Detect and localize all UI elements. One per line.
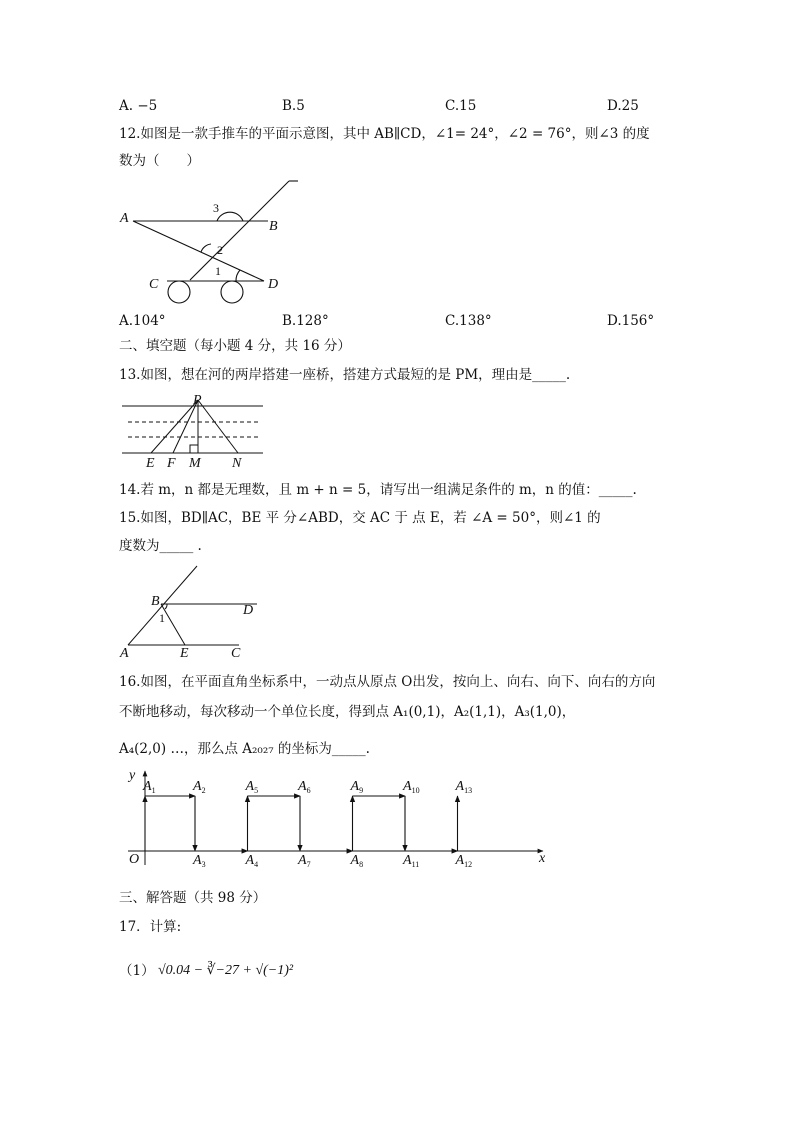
q16-point-label-a11: $A_{11}$ xyxy=(403,853,420,869)
q16-point-label-a5: $A_5$ xyxy=(245,779,259,795)
q16-point-label-a3: $A_3$ xyxy=(193,853,206,869)
q15-stem-line2: 度数为_____ . xyxy=(119,538,202,554)
q15-stem-line1: 15.如图，BD∥AC，BE 平 分∠ABD，交 AC 于 点 E，若 ∠A = 50°，则∠1 的 xyxy=(119,510,601,526)
q16-point-label-a13: $A_{13}$ xyxy=(455,779,473,795)
q15-label-b: B xyxy=(151,594,160,609)
q16-point-label-a10: $A_{10}$ xyxy=(403,779,420,795)
q15-label-c: C xyxy=(231,646,241,661)
q16-point-label-a4: $A_4$ xyxy=(245,853,259,869)
q16-stem-line2: 不断地移动，每次移动一个单位长度，得到点 A₁(0,1)，A₂(1,1)，A₃(1,0)， xyxy=(119,704,576,720)
q13-label-n: N xyxy=(232,456,242,471)
q15-label-d: D xyxy=(243,603,254,618)
q12-cart-figure xyxy=(115,176,295,306)
q17-intro: 17．计算: xyxy=(119,919,182,935)
q13-label-e: E xyxy=(146,456,155,471)
q15-label-a: A xyxy=(120,646,129,661)
q11-option-b: B.5 xyxy=(282,98,305,114)
q11-option-c: C.15 xyxy=(445,98,477,114)
q12-angle-2: 2 xyxy=(217,243,223,257)
q12-option-c: C.138° xyxy=(445,313,492,329)
q15-angle-1: 1 xyxy=(159,611,165,625)
q11-option-a: A. −5 xyxy=(119,98,158,114)
q13-river-bridge-figure xyxy=(118,392,268,472)
q12-angle-3: 3 xyxy=(213,201,219,215)
q11-option-d: D.25 xyxy=(607,98,639,114)
q16-point-label-a8: $A_8$ xyxy=(350,853,364,869)
q16-point-label-a9: $A_9$ xyxy=(350,779,364,795)
q16-point-label-a1: $A_1$ xyxy=(143,779,156,795)
q15-parallel-figure xyxy=(117,560,267,660)
q17-part1-label: （1） xyxy=(119,963,155,979)
q12-option-a: A.104° xyxy=(119,313,166,329)
q12-label-d: D xyxy=(268,277,279,292)
q12-option-d: D.156° xyxy=(607,313,655,329)
section2-heading: 二、填空题（每小题 4 分，共 16 分） xyxy=(119,338,351,354)
q12-stem-line1: 12.如图是一款手推车的平面示意图，其中 AB∥CD，∠1= 24°，∠2 = 76°，则∠3 的度 xyxy=(119,126,650,142)
q16-point-label-a7: $A_7$ xyxy=(298,853,311,869)
q12-option-b: B.128° xyxy=(282,313,329,329)
q16-origin-label: O xyxy=(129,852,140,867)
q16-stem-line3: A₄(2,0) …，那么点 A₂₀₂₇ 的坐标为_____. xyxy=(119,741,370,757)
q12-label-c: C xyxy=(149,277,159,292)
q12-angle-1: 1 xyxy=(215,264,221,278)
q12-label-a: A xyxy=(120,211,129,226)
q13-label-f: F xyxy=(167,456,176,471)
q16-axis-x-label: x xyxy=(539,851,546,866)
q15-label-e: E xyxy=(180,646,189,661)
q13-label-m: M xyxy=(189,456,201,471)
q17-part1-expression: √0.04 − ∛−27 + √(−1)² xyxy=(158,963,294,978)
q12-stem-line2: 数为（ ） xyxy=(119,153,200,169)
section3-heading: 三、解答题（共 98 分） xyxy=(119,890,267,906)
q16-coordinate-figure xyxy=(118,765,558,875)
q16-point-label-a12: $A_{12}$ xyxy=(455,853,473,869)
q16-point-label-a2: $A_2$ xyxy=(193,779,206,795)
q14-stem: 14.若 m，n 都是无理数，且 m + n = 5，请写出一组满足条件的 m，n 的值：_____. xyxy=(119,482,637,498)
q16-stem-line1: 16.如图，在平面直角坐标系中，一动点从原点 O出发，按向上、向右、向下、向右的方向 xyxy=(119,674,656,690)
q13-label-p: P xyxy=(193,393,202,408)
q12-label-b: B xyxy=(269,219,278,234)
q13-stem: 13.如图，想在河的两岸搭建一座桥，搭建方式最短的是 PM，理由是_____. xyxy=(119,367,571,383)
q16-axis-y-label: y xyxy=(129,768,136,783)
q16-point-label-a6: $A_6$ xyxy=(298,779,311,795)
